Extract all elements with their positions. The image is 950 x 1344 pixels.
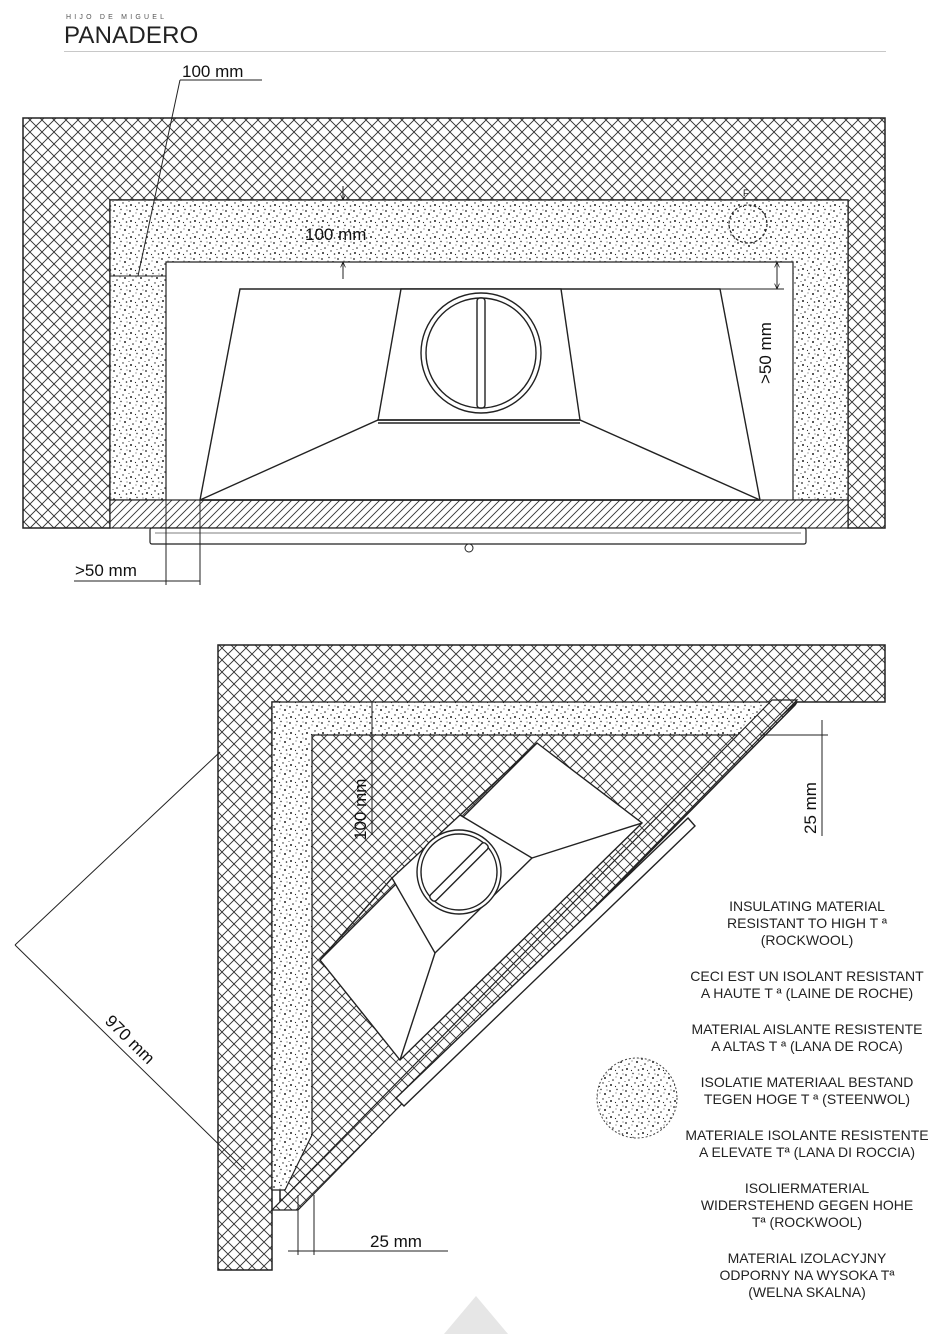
legend-item-english: INSULATING MATERIAL RESISTANT TO HIGH T ª (ROCKWOOL) <box>727 898 887 948</box>
dim-top-rear-insulation: 100 mm <box>305 225 367 244</box>
legend-rockwool-swatch <box>597 1058 677 1138</box>
top-door-handle <box>465 544 473 552</box>
vent-marker-letter: F <box>743 188 749 198</box>
legend-item-dutch: ISOLATIE MATERIAAL BESTAND TEGEN HOGE T ª (STEENWOL) <box>700 1074 914 1107</box>
page-marker-triangle <box>444 1296 508 1334</box>
legend-item-spanish: MATERIAL AISLANTE RESISTENTE A ALTAS T ª (LANA DE ROCA) <box>691 1021 923 1054</box>
legend-item-french: CECI EST UN ISOLANT RESISTANT A HAUTE T ª (LAINE DE ROCHE) <box>690 968 924 1001</box>
brand-logo-text: PANADERO <box>64 22 199 49</box>
brand-tagline: HIJO DE MIGUEL <box>66 14 168 21</box>
dim-top-side-clearance: >50 mm <box>75 561 137 580</box>
top-hearth-slab <box>110 500 848 528</box>
dim-corner-side-gap: 25 mm <box>370 1232 422 1251</box>
legend-item-german: ISOLIERMATERIAL WIDERSTEHEND GEGEN HOHE Tª (ROCKWOOL) <box>700 1180 914 1230</box>
dim-top-side-insulation: 100 mm <box>182 62 244 81</box>
corner-view-plan <box>15 645 885 1270</box>
legend-item-italian: MATERIALE ISOLANTE RESISTENTE A ELEVATE Tª (LANA DI ROCCIA) <box>685 1127 929 1160</box>
top-fireplace-insert <box>200 289 760 500</box>
top-view-plan <box>23 62 885 585</box>
dim-top-rear-clearance: >50 mm <box>756 322 775 384</box>
legend-item-polish: MATERIAL IZOLACYJNY ODPORNY NA WYSOKA Tª (WELNA SKALNA) <box>719 1250 895 1300</box>
top-front-frame <box>150 528 806 544</box>
dim-corner-top-gap: 25 mm <box>801 782 820 834</box>
dim-corner-rear-insulation: 100 mm <box>351 778 370 840</box>
dim-corner-diagonal-width: 970 mm <box>101 1011 159 1068</box>
